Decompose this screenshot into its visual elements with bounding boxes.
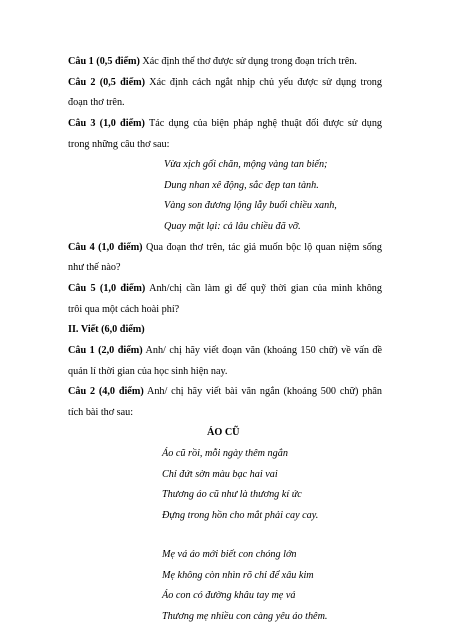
- question-3: [68, 117, 382, 130]
- poem-line: Chỉ đứt sờn màu bạc hai vai: [162, 468, 278, 480]
- question-2: [68, 76, 382, 89]
- writing-question-1: [68, 344, 382, 357]
- question-5-text-line2: trôi qua một cách hoài phí?: [68, 303, 180, 315]
- poem-line: Mẹ không còn nhìn rõ chỉ để xâu kim: [162, 569, 314, 581]
- question-3-label: Câu 3 (1,0 điểm): [68, 117, 145, 129]
- excerpt-line: Vừa xịch gối chăn, mộng vàng tan biến;: [164, 159, 328, 171]
- writing-question-2: [68, 385, 382, 398]
- question-3-continued: [68, 138, 169, 151]
- poem-line: Áo cũ rồi, mỗi ngày thêm ngắn: [162, 448, 288, 459]
- writing-question-1-text-line2: quản lí thời gian của học sinh hiện nay.: [68, 365, 228, 377]
- question-4-continued: [68, 261, 120, 274]
- question-1-text: Xác định thể thơ được sử dụng trong đoạn trích trên.: [139, 56, 357, 67]
- question-3-text-line1: Tác dụng của biện pháp nghệ thuật đối được sử dụng: [144, 117, 383, 129]
- poem-line: Thương áo cũ như là thương kí ức: [162, 489, 302, 501]
- poem-line: Thương mẹ nhiều con càng yêu áo thêm.: [162, 611, 328, 622]
- writing-question-1-label: Câu 1 (2,0 điểm): [68, 344, 143, 356]
- poem-line: Đựng trong hồn cho mắt phải cay cay.: [162, 509, 319, 521]
- excerpt-line: Dung nhan xê động, sắc đẹp tan tành.: [164, 179, 319, 191]
- question-2-label: Câu 2 (0,5 điểm): [68, 76, 146, 88]
- writing-question-2-label: Câu 2 (4,0 điểm): [68, 386, 144, 398]
- writing-question-2-text-line1: Anh/ chị hãy viết bài văn ngắn (khoảng 500 chữ) phân: [143, 386, 383, 398]
- question-4-text-line1: Qua đoạn thơ trên, tác giả muốn bộc lộ quan niệm sống: [142, 241, 382, 253]
- poem-line: Áo con có đường khâu tay mẹ vá: [162, 590, 296, 602]
- poem-line: Mẹ vá áo mới biết con chóng lớn: [162, 549, 297, 561]
- excerpt-line: Vàng son đương lộng lẫy buổi chiều xanh,: [164, 200, 337, 212]
- question-5-continued: [68, 303, 179, 316]
- section-2-heading-text: II. Viết (6,0 điểm): [68, 324, 145, 336]
- question-1: [68, 55, 357, 68]
- writing-question-2-text-line2: tích bài thơ sau:: [68, 406, 134, 418]
- question-5-text-line1: Anh/chị cần làm gì để quỹ thời gian của mình không: [145, 283, 382, 294]
- question-4-label: Câu 4 (1,0 điểm): [68, 241, 143, 253]
- question-3-text-line2: trong những câu thơ sau:: [68, 138, 170, 150]
- question-2-text-line1: Xác định cách ngắt nhịp chủ yếu được sử dụng trong: [145, 76, 382, 88]
- question-1-label: Câu 1 (0,5 điểm): [68, 56, 140, 67]
- question-5-label: Câu 5 (1,0 điểm): [68, 283, 146, 294]
- writing-question-1-continued: [68, 365, 227, 378]
- excerpt-line: Quay mặt lại: cả lâu chiều đã vỡ.: [164, 221, 301, 233]
- question-4-text-line2: như thế nào?: [68, 262, 121, 274]
- section-2-heading: [68, 323, 145, 336]
- question-2-continued: [68, 96, 125, 109]
- writing-question-2-continued: [68, 406, 133, 419]
- poem-title: ÁO CŨ: [207, 427, 240, 439]
- writing-question-1-text-line1: Anh/ chị hãy viết đoạn văn (khoảng 150 chữ) về vấn đề: [142, 344, 382, 356]
- question-4: [68, 241, 382, 254]
- question-2-text-line2: đoạn thơ trên.: [68, 97, 125, 109]
- question-5: [68, 282, 382, 295]
